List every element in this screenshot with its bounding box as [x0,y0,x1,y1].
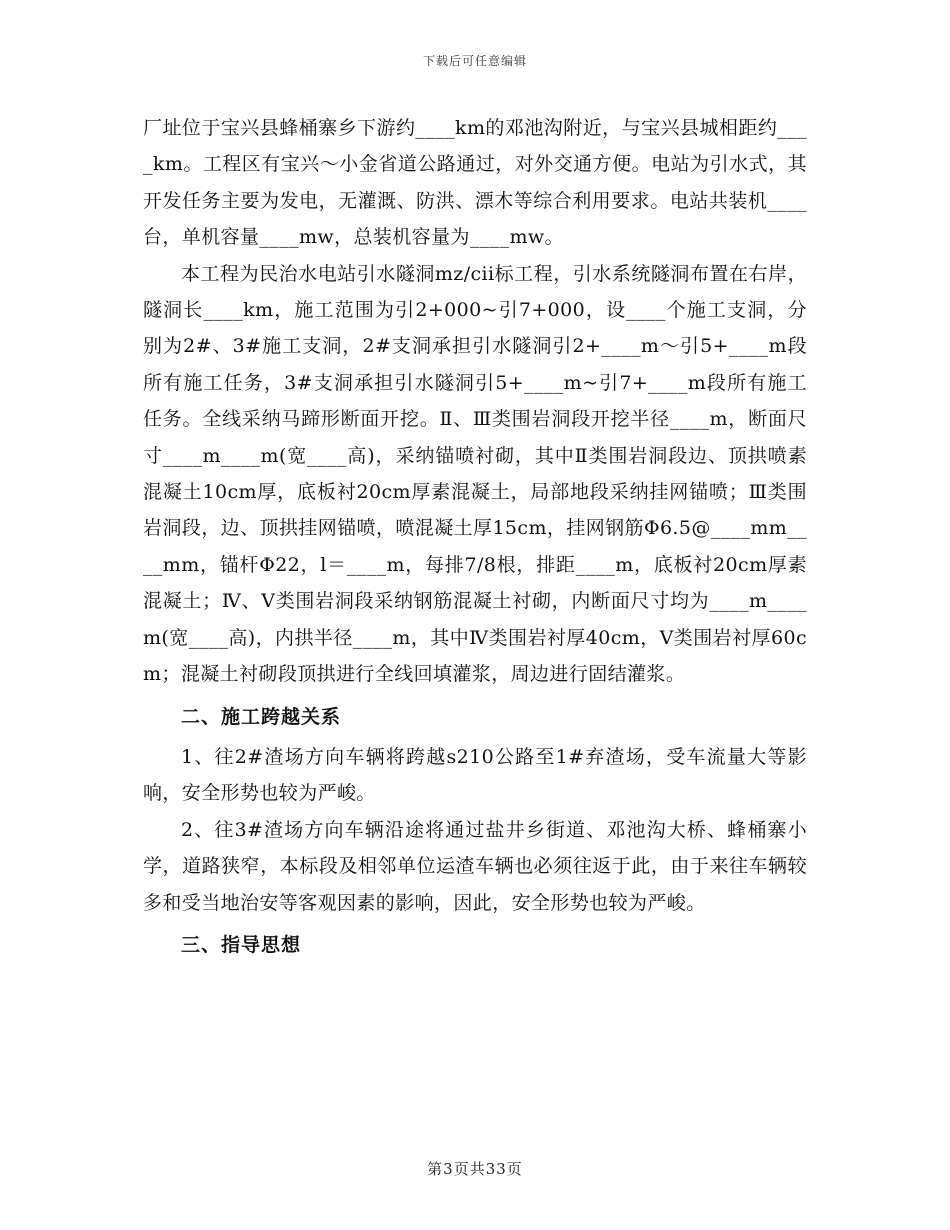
paragraph-crossing-2: 2、往3#渣场方向车辆沿途将通过盐井乡街道、邓池沟大桥、蜂桶寨小学，道路狭窄，本标段及相邻单位运渣车辆也必须往返于此，由于来往车辆较多和受当地治安等客观因素的影响，因此，安全形势也较为严峻。 [143,818,807,914]
section-heading-guiding-idea: 三、指导思想 [181,933,302,956]
page-number: 第3页共33页 [427,1160,523,1178]
paragraph-site-location: 厂址位于宝兴县蜂桶寨乡下游约____km的邓池沟附近，与宝兴县城相距约____km。工程区有宝兴～小金省道公路通过，对外交通方便。电站为引水式，其开发任务主要为发电，无灌溉、防洪、漂木等综合利用要求。电站共装机____台，单机容量____mw，总装机容量为____mw。 [143,117,807,249]
document-body [143,110,807,967]
paragraph-crossing-1: 1、往2#渣场方向车辆将跨越s210公路至1#弃渣场，受车流量大等影响，安全形势也较为严峻。 [143,745,807,805]
section-heading-crossing: 二、施工跨越关系 [181,705,342,728]
paragraph-project-scope: 本工程为民治水电站引水隧洞mz/cii标工程，引水系统隧洞布置在右岸，隧洞长____km，施工范围为引2+000~引7+000，设____个施工支洞，分别为2#、3#施工支洞，2#支洞承担引水隧洞引2+____m～引5+____m段所有施工任务，3#支洞承担引水隧洞引5+____m~引7+____m段所有施工任务。全线采纳马蹄形断面开挖。Ⅱ、Ⅲ类围岩洞段开挖半径____m，断面尺寸____m____m(宽____高)，采纳锚喷衬砌，其中Ⅱ类围岩洞段边、顶拱喷素混凝土10cm厚，底板衬20cm厚素混凝土，局部地段采纳挂网锚喷；Ⅲ类围岩洞段，边、顶拱挂网锚喷，喷混凝土厚15cm，挂网钢筋Φ6.5@____mm____mm，锚杆Φ22，l＝____m，每排7/8根，排距____m，底板衬20cm厚素混凝土；Ⅳ、Ⅴ类围岩洞段采纳钢筋混凝土衬砌，内断面尺寸均为____m____m(宽____高)，内拱半径____m，其中Ⅳ类围岩衬厚40cm，Ⅴ类围岩衬厚60cm；混凝土衬砌段顶拱进行全线回填灌浆，周边进行固结灌浆。 [143,262,807,686]
page-header-note: 下载后可任意编辑 [422,54,527,68]
